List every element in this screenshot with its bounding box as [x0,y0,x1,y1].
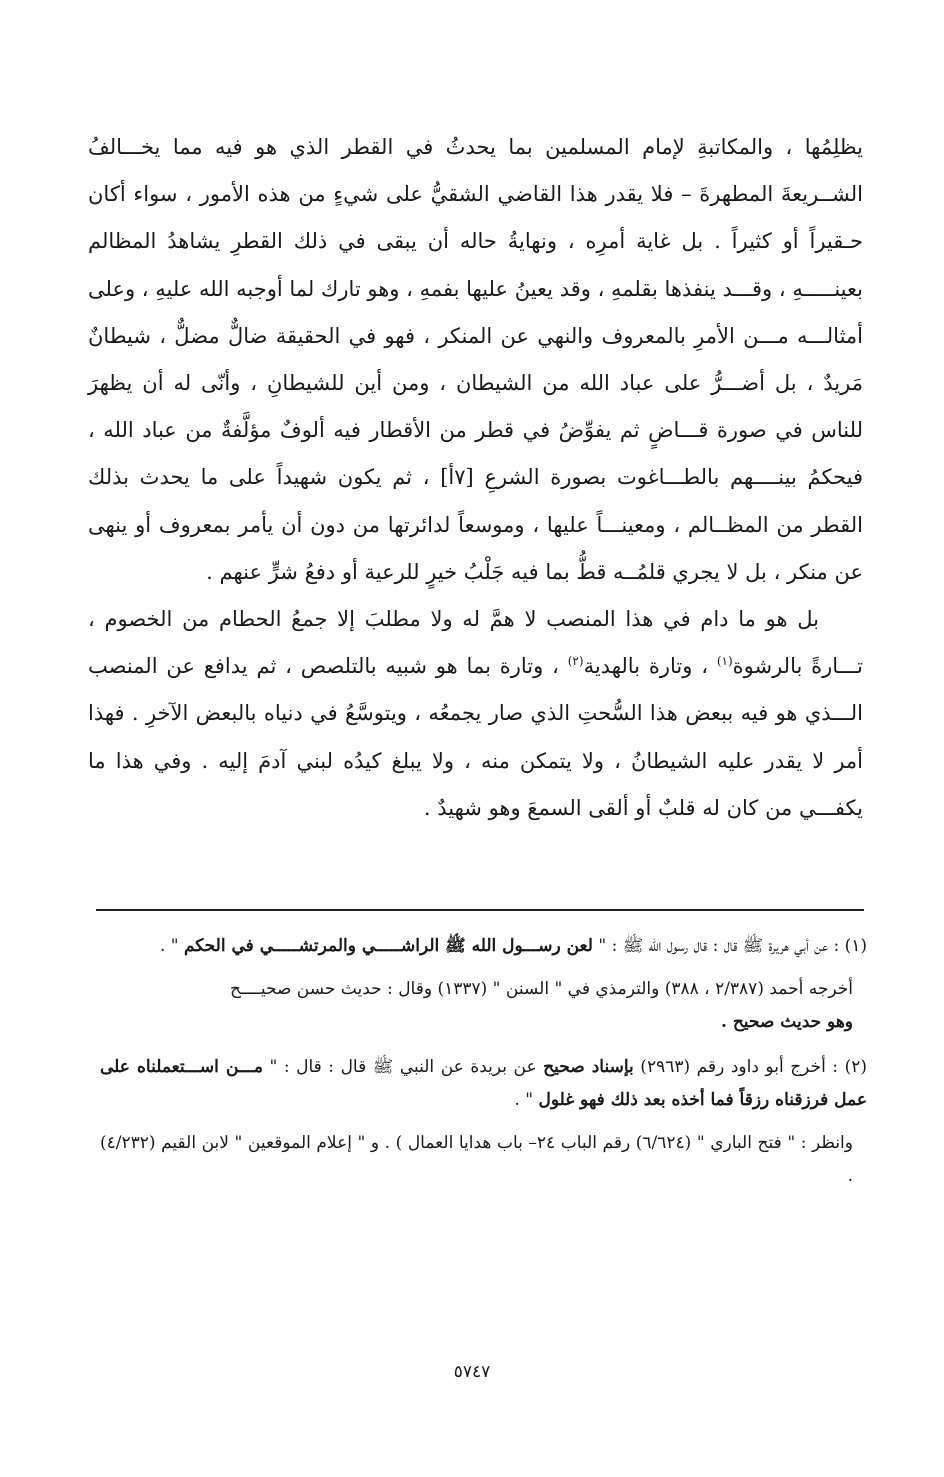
footnote-1-close: " . [159,936,184,956]
footnote-2 [100,1051,867,1193]
paragraph-2-text-end: ، وتارة بما هو شبيه بالتلصص ، ثم يدافع عن المنصب الـــذي هو فيه ببعض هذا السُّحتِ الذي صار يجمعُه ، ويتوسَّعُ في دنياه بالبعض الآخرِ . فهذا أمر لا يقدر عليه الشيطانُ ، ولا يتمكن منه ، ولا يبلغ كيدُه لبني آدمَ إليه . وفي هذا ما يكفـــي من كان له قلبٌ أو ألقى السمعَ وهو شهيدٌ . [88,654,863,820]
footnote-1-lead: عن أبي هريرة ﷺ قال : قال رسول الله ﷺ : " [592,936,829,956]
footnote-1 [100,930,867,1039]
paragraph-2 [88,596,863,832]
footnote-2-source: وانظر : " فتح الباري " (٦/٦٢٤) رقم الباب ٢٤– باب هدايا العمال ) . و " إعلام الموقعين " لابن القيم (٤/٢٣٢) . [100,1133,853,1186]
footnote-2-text [100,1051,867,1117]
footnote-2-hadith: مـــن اســـتعملناه على عمل فرزقناه رزقاً فما أخذه بعد ذلك فهو غلول [100,1057,867,1110]
footnote-2-isnad: بإسناد صحيح [543,1057,634,1077]
footnote-2-number: (٢) : [825,1057,868,1077]
footnote-1-hadith: لعن رســـول الله ﷺ الراشـــــي والمرتشـــــي في الحكم [183,936,593,956]
footnote-1-grade: وهو حديث صحيح . [721,1012,853,1032]
paragraph-2-text-cont: ، وتارة بالهدية [583,654,717,679]
paragraph-1-text: يظلِمُها ، والمكاتبةِ لإمام المسلمين بما يحدثُ في القطر الذي هو فيه مما يخـــالفُ الشــريعةَ المطهرةَ – فلا يقدر هذا القاضي الشقيُّ على شيءٍ من هذه الأمور ، سواء أكان حـقيراً أو كثيراً . بل غاية أمرِه ، ونهايةُ حاله أن يبقى في ذلك القطرِ يشاهدُ المظالم بعينـــــهِ ، وقـــد ينفذها بقلمهِ ، وقد يعينُ عليها بفمهِ ، وهو تارك لما أوجبه الله عليهِ ، وعلى أمثالـــه مـــن الأمرِ بالمعروف والنهي عن المنكر ، فهو في الحقيقة ضالٌّ مضلٌّ ، شيطانٌ مَريدٌ ، بل أضـــرُّ على عباد الله من الشيطان ، ومن أين للشيطانِ ، وأنّى له أن يظهرَ للناس في صورة قـــاضٍ ثم يفوِّضُ في قطر من الأقطار فيه ألوفٌ مؤلَّفةٌ من عباد الله ، فيحكمُ بينــــهم بالطـــاغوت بصورة الشرعِ [88,135,863,490]
footnote-ref-1: (١) [716,654,733,669]
footnote-2-close: " . [514,1090,539,1110]
footnote-1-text [100,930,867,963]
paragraph-1-text-cont: ، ثم يكون شهيداً على ما يحدث بذلك القطر من المظــالم ، ومعينـــاً عليها ، وموسعاً لدائرتها من دون أن يأمر بمعروف أو ينهى عن منكر ، بل لا يجري قلمُــه قطُّ بما فيه جَلْبُ خيرٍ للرعية أو دفعُ شرٍّ عنهم . [88,465,864,584]
footnote-1-source: أخرجه أحمد (٢/٣٨٧ ، ٣٨٨) والترمذي في " السنن " (١٣٣٧) وقال : حديث حسن صحيــــح [229,979,853,999]
main-text [88,124,863,832]
manuscript-page-ref: [٧أ] [440,465,474,490]
footnote-2-lead: أخرج أبو داود رقم (٢٩٦٣) [633,1057,826,1077]
footnote-1-number: (١) : [828,936,867,956]
paragraph-2-text: بل هو ما دام في هذا المنصب لا همَّ له ولا مطلبَ إلا جمعُ الحطام من الخصوم ، تـــارةً بالرشوة [88,607,863,679]
page-number: ٥٧٤٧ [453,1362,491,1382]
footnote-divider [96,909,864,911]
footnote-2-mid: عن بريدة عن النبي ﷺ قال : قال : " [262,1057,544,1077]
footnotes [100,928,867,1193]
paragraph-1 [88,124,863,596]
footnote-ref-2: (٢) [567,654,584,669]
